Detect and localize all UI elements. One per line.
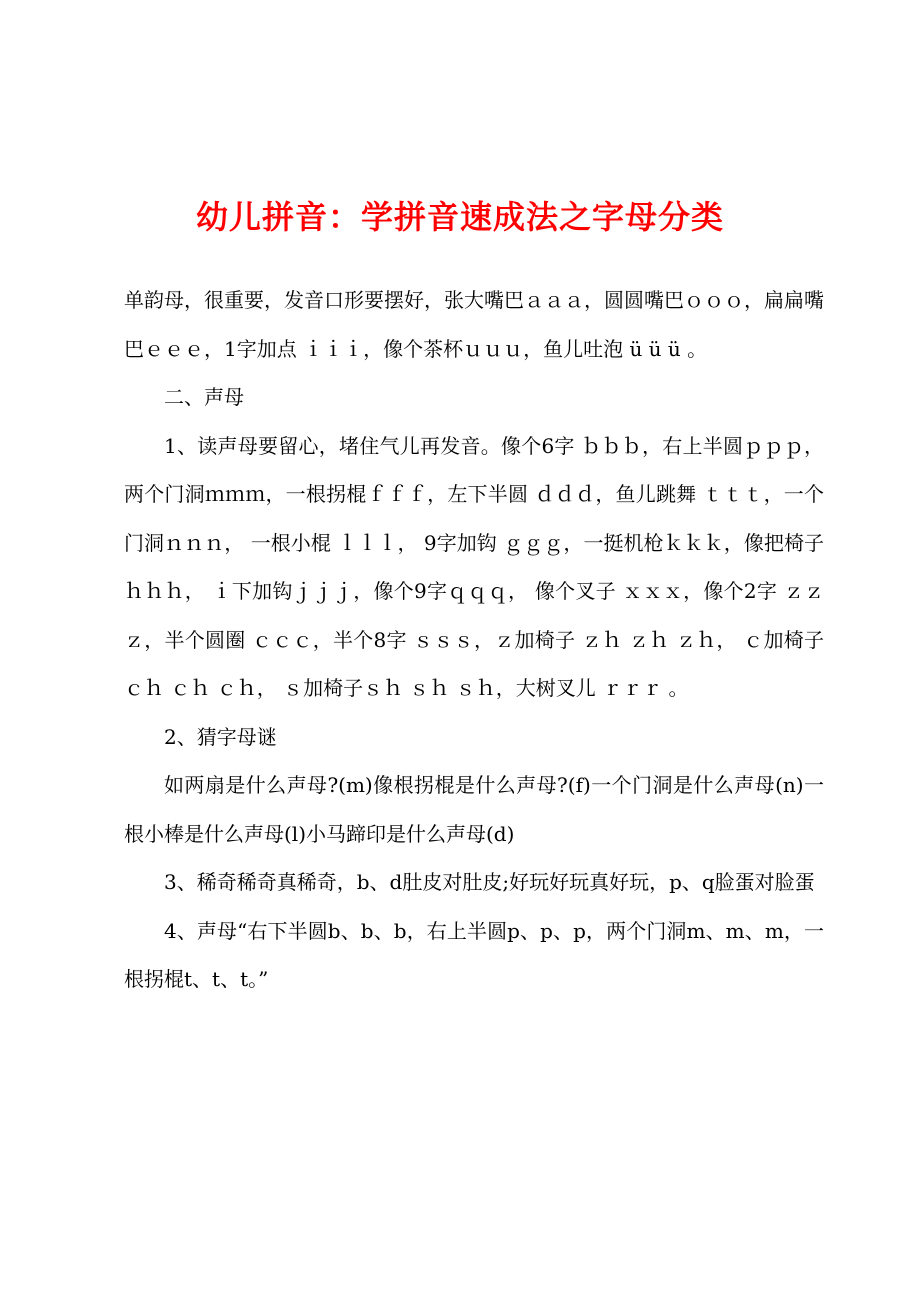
- paragraph-b-d-p-q: 3、稀奇稀奇真稀奇，b、d肚皮对肚皮;好玩好玩真好玩，p、q脸蛋对脸蛋: [164, 870, 815, 894]
- paragraph-initials-rhyme: 1、读声母要留心，堵住气儿再发音。像个6字 ｂｂｂ，右上半圆ｐｐｐ，两个门洞ｍｍｍ，一根拐棍ｆｆｆ，左下半圆 ｄｄｄ，鱼儿跳舞 ｔｔｔ，一个门洞ｎｎｎ， 一根小棍 ｌｌｌ， 9字加钩 ｇｇｇ，一挺机枪ｋｋｋ，像把椅子ｈｈｈ， ｉ下加钩ｊｊｊ，像个9字ｑｑｑ， 像个叉子 ｘｘｘ，像个2字 ｚｚｚ，半个圆圈 ｃｃｃ，半个8字 ｓｓｓ，ｚ加椅子 ｚｈ ｚｈ ｚｈ， ｃ加椅子 ｃｈ ｃｈ ｃｈ， ｓ加椅子ｓｈ ｓｈ ｓｈ，大树叉儿 ｒｒｒ 。: [124, 433, 824, 700]
- document-body: [124, 276, 824, 1004]
- paragraph-riddles: 如两扇是什么声母?(m)像根拐棍是什么声母?(f)一个门洞是什么声母(n)一根小棒是什么声母(l)小马蹄印是什么声母(d): [124, 773, 824, 846]
- paragraph-initials-chant: 4、声母“右下半圆b、b、b，右上半圆p、p、p，两个门洞m、m、m，一根拐棍t、t、t。”: [124, 918, 824, 991]
- section-heading-initials: 二、声母: [164, 385, 244, 409]
- paragraph-single-finals: 单韵母，很重要，发音口形要摆好，张大嘴巴ａａａ，圆圆嘴巴ｏｏｏ，扁扁嘴巴ｅｅｅ，1字加点 ｉｉｉ，像个茶杯ｕｕｕ，鱼儿吐泡 ü ü ü 。: [124, 288, 824, 361]
- section-heading-riddles: 2、猜字母谜: [164, 724, 277, 749]
- document-title: 幼儿拼音：学拼音速成法之字母分类: [195, 198, 724, 236]
